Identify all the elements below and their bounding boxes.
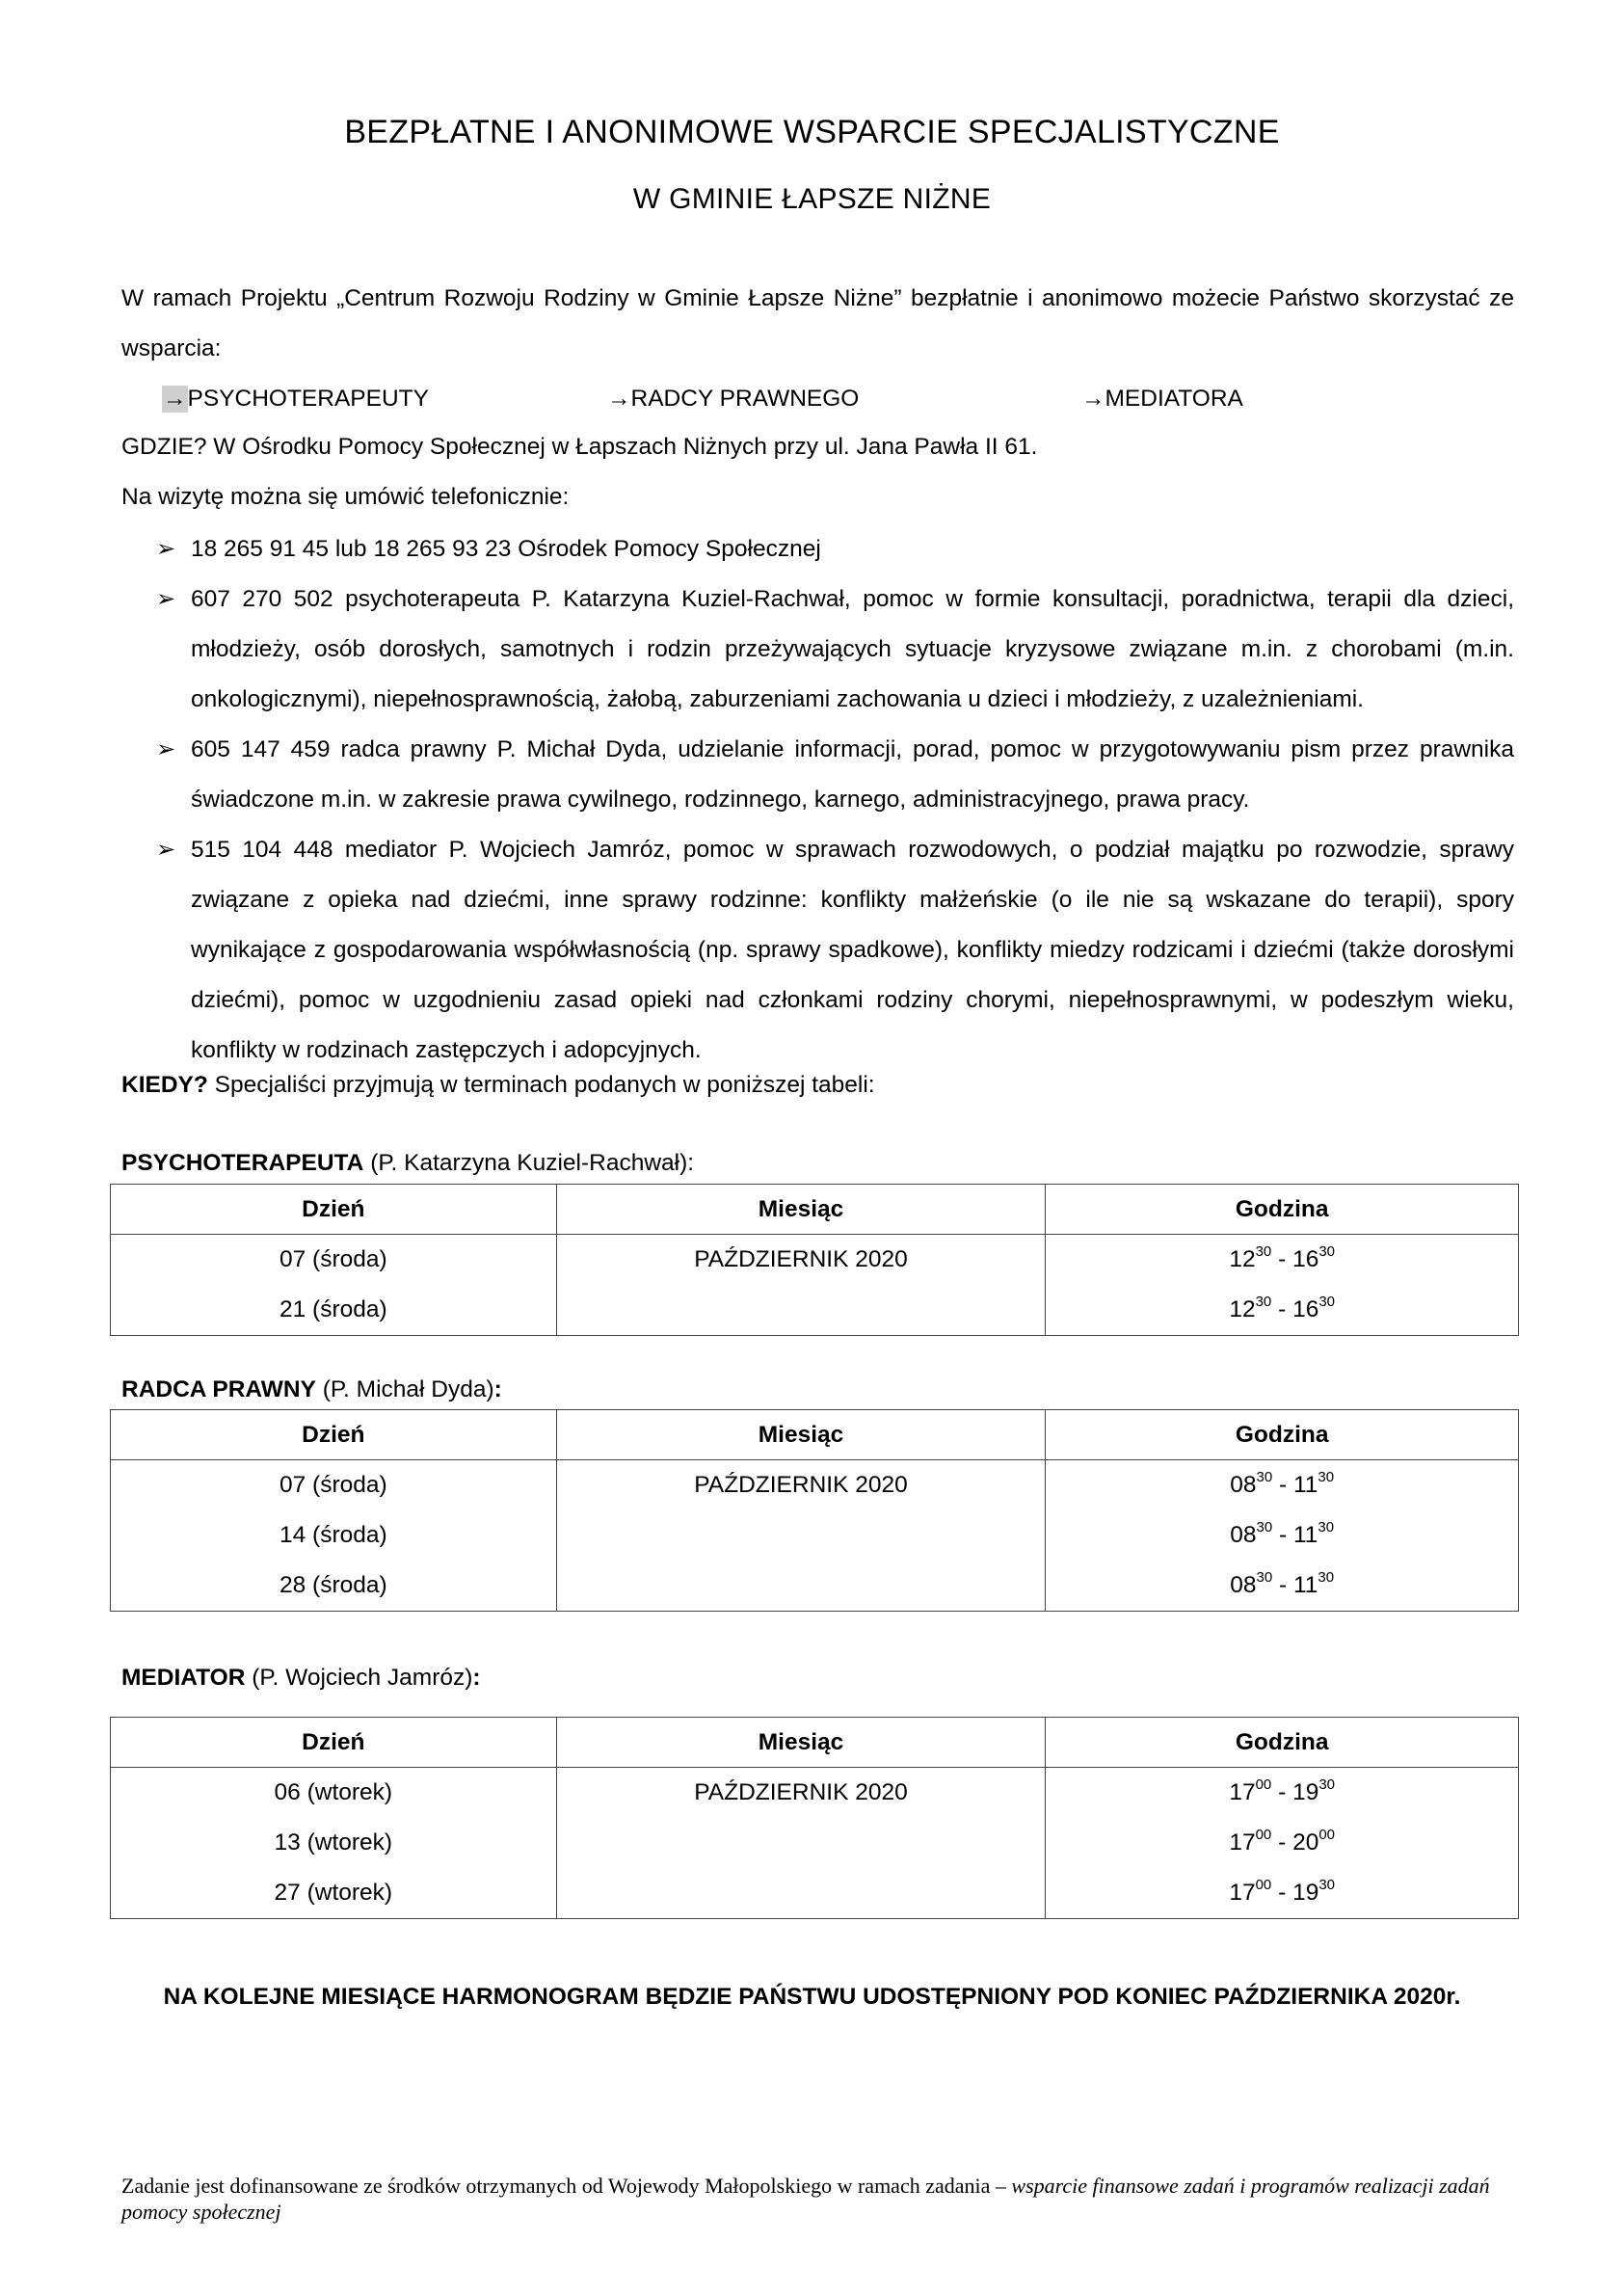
contact-text: 515 104 448 mediator P. Wojciech Jamróz, pomoc w sprawach rozwodowych, o podział majątku po rozwodzie, sprawy związane z opieka nad dziećmi, inne sprawy rodzinne: konflikty małżeńskie (o ile nie są wskazane do terapii), spory wynikające z gospodarowania współwłasnością (np. sprawy spadkowe), konflikty miedzy rodzicami i dziećmi (także dorosłymi dziećmi), pomoc w uzgodnieniu zasad opieki nad członkami rodziny chorymi, niepełnosprawnymi, w podeszłym wieku, konflikty w rodzinach zastępczych i adopcyjnych. (191, 837, 1514, 1063)
day-cell: 21 (środa) (111, 1285, 557, 1336)
column-header-hour: Godzina (1046, 1185, 1519, 1235)
day-cell: 14 (środa) (111, 1510, 557, 1561)
role-label: MEDIATOR (121, 1665, 246, 1691)
day-cell: 28 (środa) (111, 1561, 557, 1612)
month-cell (556, 1510, 1046, 1561)
arrow-icon: → (1081, 386, 1105, 412)
column-header-day: Dzień (111, 1185, 557, 1235)
hour-cell: $17^{00} - 19^{30}$ (1046, 1768, 1519, 1819)
day-cell: 13 (wtorek) (111, 1818, 557, 1868)
person-label: (P. Michał Dyda) (315, 1376, 494, 1402)
service-legal-advisor (607, 386, 859, 413)
table-row (111, 1818, 1519, 1868)
when-text: Specjaliści przyjmują w terminach podanych w poniższej tabeli: (207, 1072, 875, 1098)
schedule-table-psychotherapist (110, 1184, 1519, 1336)
when-line (121, 1072, 875, 1099)
bullet-arrow-icon: ➢ (156, 736, 176, 762)
page-subtitle: W GMINIE ŁAPSZE NIŻNE (632, 183, 992, 215)
table-row (111, 1460, 1519, 1511)
hour-cell: $17^{00} - 20^{00}$ (1046, 1818, 1519, 1868)
arrow-icon: → (163, 386, 187, 412)
contact-text: 18 265 91 45 lub 18 265 93 23 Ośrodek Pomocy Społecznej (191, 536, 821, 562)
day-cell: 07 (środa) (111, 1235, 557, 1286)
month-cell (556, 1868, 1046, 1919)
service-label: PSYCHOTERAPEUTY (187, 386, 429, 412)
hour-cell: $08^{30} - 11^{30}$ (1046, 1561, 1519, 1612)
hour-cell: $08^{30} - 11^{30}$ (1046, 1510, 1519, 1561)
contact-text: 605 147 459 radca prawny P. Michał Dyda, udzielanie informacji, porad, pomoc w przygotowywaniu pism przez prawnika świadczone m.in. w zakresie prawa cywilnego, rodzinnego, karnego, administracyjnego, prawa pracy. (191, 736, 1514, 813)
list-item (121, 524, 1514, 574)
table-row (111, 1561, 1519, 1612)
column-header-day: Dzień (111, 1410, 557, 1460)
funding-text: Zadanie jest dofinansowane ze środków otrzymanych od Wojewody Małopolskiego w ramach zadania – (121, 2174, 1012, 2198)
table-row (111, 1768, 1519, 1819)
list-item (121, 725, 1514, 825)
heading-suffix: : (472, 1665, 481, 1691)
funding-italic-text: wsparcie finansowe zadań i programów realizacji zadań pomocy społecznej (121, 2174, 1490, 2224)
service-label: RADCY PRAWNEGO (630, 386, 860, 412)
closing-note: NA KOLEJNE MIESIĄCE HARMONOGRAM BĘDZIE PAŃSTWU UDOSTĘPNIONY POD KONIEC PAŹDZIERNIKA 2020r. (163, 1984, 1461, 2010)
schedule-heading-mediator (121, 1665, 481, 1692)
month-cell: PAŹDZIERNIK 2020 (556, 1768, 1046, 1819)
column-header-month: Miesiąc (556, 1185, 1046, 1235)
services-row (162, 378, 1511, 426)
person-label: (P. Katarzyna Kuziel-Rachwał): (363, 1150, 695, 1176)
column-header-day: Dzień (111, 1718, 557, 1768)
hour-cell: $08^{30} - 11^{30}$ (1046, 1460, 1519, 1511)
service-mediator (1081, 386, 1243, 413)
bullet-arrow-icon: ➢ (156, 586, 176, 612)
where-line: GDZIE? W Ośrodku Pomocy Społecznej w Łapszach Niżnych przy ul. Jana Pawła II 61. (121, 434, 1038, 460)
month-cell: PAŹDZIERNIK 2020 (556, 1460, 1046, 1511)
day-cell: 27 (wtorek) (111, 1868, 557, 1919)
page-title: BEZPŁATNE I ANONIMOWE WSPARCIE SPECJALISTYCZNE (344, 114, 1280, 150)
column-header-month: Miesiąc (556, 1410, 1046, 1460)
hour-cell: $17^{00} - 19^{30}$ (1046, 1868, 1519, 1919)
when-label: KIEDY? (121, 1072, 208, 1098)
schedule-heading-legal-advisor (121, 1376, 502, 1403)
month-cell (556, 1818, 1046, 1868)
table-row (111, 1235, 1519, 1286)
bullet-arrow-icon: ➢ (156, 837, 176, 863)
contact-text: 607 270 502 psychoterapeuta P. Katarzyna Kuziel-Rachwał, pomoc w formie konsultacji, poradnictwa, terapii dla dzieci, młodzieży, osób dorosłych, samotnych i rodzin przeżywających sytuacje kryzysowe związane m.in. z chorobami (m.in. onkologicznymi), niepełnosprawnością, żałobą, zaburzeniami zachowania u dzieci i młodzieży, z uzależnieniami. (191, 586, 1514, 712)
schedule-table-mediator (110, 1717, 1519, 1919)
month-cell (556, 1561, 1046, 1612)
list-item (121, 825, 1514, 1076)
heading-suffix: : (493, 1376, 502, 1402)
arrow-icon: → (607, 386, 631, 412)
role-label: RADCA PRAWNY (121, 1376, 316, 1402)
table-row (111, 1285, 1519, 1336)
month-cell (556, 1285, 1046, 1336)
service-psychotherapist (162, 386, 429, 413)
role-label: PSYCHOTERAPEUTA (121, 1150, 364, 1176)
table-row (111, 1868, 1519, 1919)
column-header-hour: Godzina (1046, 1718, 1519, 1768)
day-cell: 06 (wtorek) (111, 1768, 557, 1819)
funding-note (121, 2173, 1509, 2225)
schedule-heading-psychotherapist (121, 1150, 694, 1177)
day-cell: 07 (środa) (111, 1460, 557, 1511)
hour-cell: $12^{30} - 16^{30}$ (1046, 1285, 1519, 1336)
person-label: (P. Wojciech Jamróz) (245, 1665, 473, 1691)
schedule-table-legal-advisor (110, 1409, 1519, 1612)
list-item (121, 574, 1514, 725)
appointment-line: Na wizytę można się umówić telefonicznie: (121, 484, 570, 510)
column-header-month: Miesiąc (556, 1718, 1046, 1768)
table-row (111, 1510, 1519, 1561)
bullet-arrow-icon: ➢ (156, 536, 176, 562)
intro-paragraph: W ramach Projektu „Centrum Rozwoju Rodziny w Gminie Łapsze Niżne” bezpłatnie i anonimowo możecie Państwo skorzystać ze wsparcia: (121, 285, 1514, 361)
hour-cell: $12^{30} - 16^{30}$ (1046, 1235, 1519, 1286)
service-label: MEDIATORA (1105, 386, 1243, 412)
column-header-hour: Godzina (1046, 1410, 1519, 1460)
contact-list (121, 524, 1514, 1076)
month-cell: PAŹDZIERNIK 2020 (556, 1235, 1046, 1286)
